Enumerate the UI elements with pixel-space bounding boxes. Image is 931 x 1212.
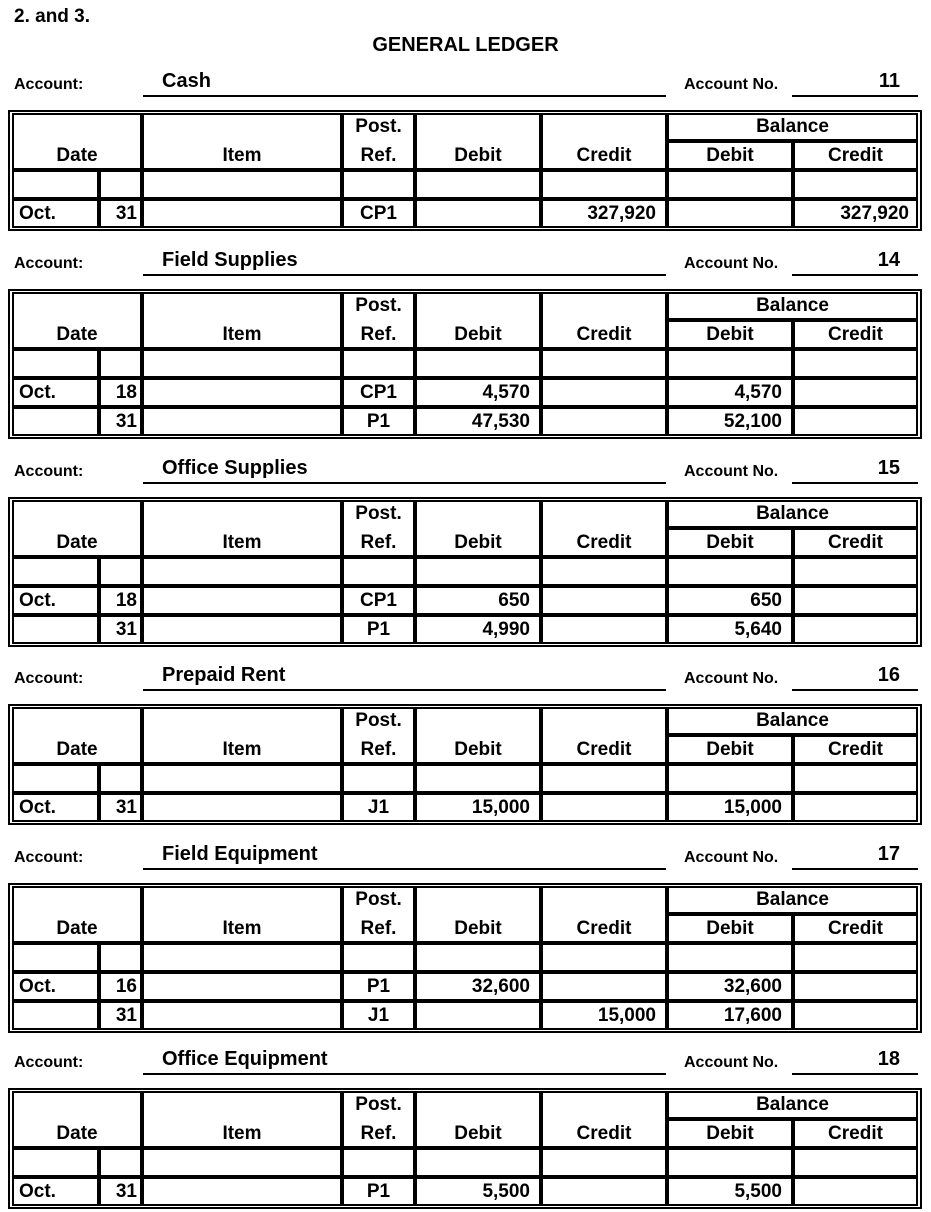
ledger-row-month-cell (12, 615, 99, 644)
account-number-underline (792, 95, 918, 97)
account-number-underline (792, 868, 918, 870)
account-no-label: Account No. (684, 1054, 779, 1071)
blank-ledger-row-bdebit-cell (667, 349, 793, 378)
blank-ledger-row-month-cell (12, 557, 99, 586)
item-header: Item (222, 739, 262, 760)
blank-ledger-row-bdebit-cell (667, 764, 793, 793)
blank-ledger-row-ref-cell (342, 1148, 415, 1177)
account-name-underline (143, 1073, 666, 1075)
balance-credit-header: Credit (828, 1123, 883, 1144)
ref-header: Ref. (360, 1123, 397, 1144)
post-header: Post. (355, 889, 402, 910)
row-debit: 5,500 (482, 1181, 530, 1202)
blank-ledger-row-ref-cell (342, 349, 415, 378)
balance-debit-header: Debit (706, 145, 754, 166)
ledger-row-bcredit-cell (793, 615, 918, 644)
account-number: 17 (877, 843, 900, 865)
ledger-row-credit-cell (541, 615, 667, 644)
account-number: 14 (877, 249, 900, 271)
balance-credit-header: Credit (828, 532, 883, 553)
account-number: 15 (877, 457, 900, 479)
row-balance-debit: 4,570 (734, 382, 782, 403)
date-header: Date (56, 532, 98, 553)
row-credit: 15,000 (597, 1005, 656, 1026)
blank-ledger-row-item-cell (142, 764, 342, 793)
blank-ledger-row-bcredit-cell (793, 170, 918, 199)
debit-header: Debit (454, 145, 502, 166)
credit-header: Credit (576, 1123, 632, 1144)
blank-ledger-row-day-cell (99, 557, 142, 586)
ledger-row-bcredit-cell (793, 407, 918, 436)
ledger-row-credit-cell (541, 586, 667, 615)
item-header: Item (222, 324, 262, 345)
ledger-row-item-cell (142, 615, 342, 644)
item-header: Item (222, 145, 262, 166)
credit-header: Credit (576, 324, 632, 345)
account-name: Cash (162, 70, 211, 92)
ledger-row-item-cell (142, 972, 342, 1001)
balance-credit-header: Credit (828, 145, 883, 166)
account-number-underline (792, 689, 918, 691)
ref-header: Ref. (360, 532, 397, 553)
blank-ledger-row-ref-cell (342, 557, 415, 586)
ledger-row-credit-cell (541, 378, 667, 407)
row-debit: 4,990 (482, 619, 530, 640)
blank-ledger-row-day-cell (99, 1148, 142, 1177)
blank-ledger-row-item-cell (142, 170, 342, 199)
section-heading: 2. and 3. (14, 6, 91, 27)
post-header: Post. (355, 295, 402, 316)
balance-header: Balance (756, 116, 829, 137)
row-debit: 47,530 (471, 411, 530, 432)
credit-header: Credit (576, 739, 632, 760)
row-balance-debit: 15,000 (723, 797, 782, 818)
balance-credit-header: Credit (828, 918, 883, 939)
row-debit: 650 (498, 590, 530, 611)
row-month: Oct. (19, 382, 56, 403)
debit-header: Debit (454, 918, 502, 939)
account-no-label: Account No. (684, 670, 779, 687)
credit-header: Credit (576, 918, 632, 939)
date-header: Date (56, 1123, 98, 1144)
ledger-row-credit-cell (541, 1177, 667, 1206)
date-header: Date (56, 739, 98, 760)
ledger-row-month-cell (12, 407, 99, 436)
blank-ledger-row-day-cell (99, 764, 142, 793)
balance-credit-header: Credit (828, 739, 883, 760)
account-label: Account: (14, 76, 84, 93)
date-header: Date (56, 324, 98, 345)
balance-debit-header: Debit (706, 918, 754, 939)
row-month: Oct. (19, 797, 56, 818)
blank-ledger-row-month-cell (12, 764, 99, 793)
date-header: Date (56, 918, 98, 939)
account-name: Field Supplies (162, 249, 298, 271)
balance-debit-header: Debit (706, 324, 754, 345)
ledger-row-item-cell (142, 1177, 342, 1206)
ledger-row-bcredit-cell (793, 378, 918, 407)
row-month: Oct. (19, 1181, 56, 1202)
debit-header: Debit (454, 1123, 502, 1144)
balance-debit-header: Debit (706, 532, 754, 553)
row-balance-debit: 32,600 (723, 976, 782, 997)
ref-header: Ref. (360, 918, 397, 939)
blank-ledger-row-debit-cell (415, 764, 541, 793)
blank-ledger-row-debit-cell (415, 1148, 541, 1177)
blank-ledger-row-ref-cell (342, 943, 415, 972)
balance-header: Balance (756, 889, 829, 910)
account-number-underline (792, 274, 918, 276)
row-month: Oct. (19, 590, 56, 611)
blank-ledger-row-day-cell (99, 170, 142, 199)
blank-ledger-row-debit-cell (415, 943, 541, 972)
row-balance-credit: 327,920 (840, 203, 909, 224)
ledger-row-debit-cell (415, 199, 541, 228)
blank-ledger-row-debit-cell (415, 557, 541, 586)
ledger-row-bdebit-cell (667, 199, 793, 228)
blank-ledger-row-bcredit-cell (793, 943, 918, 972)
row-debit: 4,570 (482, 382, 530, 403)
account-number: 18 (877, 1048, 900, 1070)
row-post-ref: P1 (366, 619, 391, 640)
ledger-row-bcredit-cell (793, 586, 918, 615)
account-label: Account: (14, 463, 84, 480)
account-name: Office Supplies (162, 457, 308, 479)
item-header: Item (222, 918, 262, 939)
item-header: Item (222, 532, 262, 553)
post-header: Post. (355, 1094, 402, 1115)
row-day: 18 (115, 382, 137, 403)
row-day: 31 (115, 203, 137, 224)
page-title: GENERAL LEDGER (372, 34, 559, 56)
blank-ledger-row-item-cell (142, 557, 342, 586)
ledger-row-item-cell (142, 378, 342, 407)
account-name-underline (143, 274, 666, 276)
blank-ledger-row-month-cell (12, 170, 99, 199)
item-header: Item (222, 1123, 262, 1144)
row-day: 16 (115, 976, 137, 997)
credit-header: Credit (576, 532, 632, 553)
blank-ledger-row-credit-cell (541, 943, 667, 972)
debit-header: Debit (454, 739, 502, 760)
row-month: Oct. (19, 976, 56, 997)
row-post-ref: P1 (366, 976, 391, 997)
row-post-ref: CP1 (360, 203, 397, 224)
post-header: Post. (355, 710, 402, 731)
ledger-row-debit-cell (415, 1001, 541, 1030)
ref-header: Ref. (360, 324, 397, 345)
ref-header: Ref. (360, 739, 397, 760)
account-number: 11 (878, 70, 900, 92)
row-post-ref: P1 (366, 411, 391, 432)
ledger-row-credit-cell (541, 972, 667, 1001)
ref-header: Ref. (360, 145, 397, 166)
ledger-row-credit-cell (541, 407, 667, 436)
account-number-underline (792, 1073, 918, 1075)
row-post-ref: CP1 (360, 382, 397, 403)
row-post-ref: P1 (366, 1181, 391, 1202)
row-balance-debit: 5,500 (734, 1181, 782, 1202)
post-header: Post. (355, 503, 402, 524)
blank-ledger-row-credit-cell (541, 349, 667, 378)
row-day: 31 (115, 1181, 137, 1202)
row-post-ref: J1 (367, 1005, 390, 1026)
blank-ledger-row-bdebit-cell (667, 943, 793, 972)
account-label: Account: (14, 849, 84, 866)
blank-ledger-row-item-cell (142, 943, 342, 972)
row-day: 31 (115, 797, 137, 818)
blank-ledger-row-day-cell (99, 349, 142, 378)
account-name-underline (143, 868, 666, 870)
account-no-label: Account No. (684, 463, 779, 480)
row-day: 31 (115, 1005, 137, 1026)
ledger-row-bcredit-cell (793, 793, 918, 822)
blank-ledger-row-month-cell (12, 1148, 99, 1177)
debit-header: Debit (454, 324, 502, 345)
account-label: Account: (14, 1054, 84, 1071)
row-day: 31 (115, 411, 137, 432)
blank-ledger-row-credit-cell (541, 557, 667, 586)
balance-debit-header: Debit (706, 1123, 754, 1144)
row-debit: 15,000 (471, 797, 530, 818)
blank-ledger-row-bdebit-cell (667, 170, 793, 199)
ledger-row-item-cell (142, 586, 342, 615)
account-name-underline (143, 95, 666, 97)
row-post-ref: J1 (367, 797, 390, 818)
blank-ledger-row-debit-cell (415, 349, 541, 378)
ledger-row-bcredit-cell (793, 1177, 918, 1206)
balance-credit-header: Credit (828, 324, 883, 345)
row-balance-debit: 5,640 (734, 619, 782, 640)
account-name-underline (143, 689, 666, 691)
blank-ledger-row-ref-cell (342, 764, 415, 793)
ledger-row-bcredit-cell (793, 1001, 918, 1030)
account-no-label: Account No. (684, 255, 779, 272)
blank-ledger-row-credit-cell (541, 1148, 667, 1177)
debit-header: Debit (454, 532, 502, 553)
account-name: Field Equipment (162, 843, 318, 865)
ledger-row-item-cell (142, 793, 342, 822)
blank-ledger-row-bcredit-cell (793, 349, 918, 378)
ledger-row-credit-cell (541, 793, 667, 822)
account-no-label: Account No. (684, 849, 779, 866)
row-balance-debit: 650 (750, 590, 782, 611)
blank-ledger-row-bcredit-cell (793, 764, 918, 793)
row-month: Oct. (19, 203, 56, 224)
account-name-underline (143, 482, 666, 484)
ledger-row-item-cell (142, 199, 342, 228)
blank-ledger-row-bcredit-cell (793, 1148, 918, 1177)
blank-ledger-row-debit-cell (415, 170, 541, 199)
credit-header: Credit (576, 145, 632, 166)
blank-ledger-row-item-cell (142, 1148, 342, 1177)
balance-header: Balance (756, 710, 829, 731)
ledger-row-month-cell (12, 1001, 99, 1030)
blank-ledger-row-bdebit-cell (667, 557, 793, 586)
blank-ledger-row-item-cell (142, 349, 342, 378)
account-number: 16 (877, 664, 900, 686)
post-header: Post. (355, 116, 402, 137)
row-day: 18 (115, 590, 137, 611)
date-header: Date (56, 145, 98, 166)
row-balance-debit: 52,100 (723, 411, 782, 432)
ledger-row-bcredit-cell (793, 972, 918, 1001)
ledger-row-item-cell (142, 1001, 342, 1030)
row-credit: 327,920 (587, 203, 656, 224)
account-label: Account: (14, 255, 84, 272)
blank-ledger-row-month-cell (12, 943, 99, 972)
row-post-ref: CP1 (360, 590, 397, 611)
blank-ledger-row-day-cell (99, 943, 142, 972)
blank-ledger-row-ref-cell (342, 170, 415, 199)
account-name: Office Equipment (162, 1048, 328, 1070)
account-no-label: Account No. (684, 76, 779, 93)
balance-debit-header: Debit (706, 739, 754, 760)
ledger-row-item-cell (142, 407, 342, 436)
row-balance-debit: 17,600 (723, 1005, 782, 1026)
account-number-underline (792, 482, 918, 484)
balance-header: Balance (756, 295, 829, 316)
balance-header: Balance (756, 1094, 829, 1115)
account-name: Prepaid Rent (162, 664, 286, 686)
row-day: 31 (115, 619, 137, 640)
blank-ledger-row-month-cell (12, 349, 99, 378)
row-debit: 32,600 (471, 976, 530, 997)
blank-ledger-row-bcredit-cell (793, 557, 918, 586)
blank-ledger-row-bdebit-cell (667, 1148, 793, 1177)
account-label: Account: (14, 670, 84, 687)
blank-ledger-row-credit-cell (541, 170, 667, 199)
blank-ledger-row-credit-cell (541, 764, 667, 793)
balance-header: Balance (756, 503, 829, 524)
